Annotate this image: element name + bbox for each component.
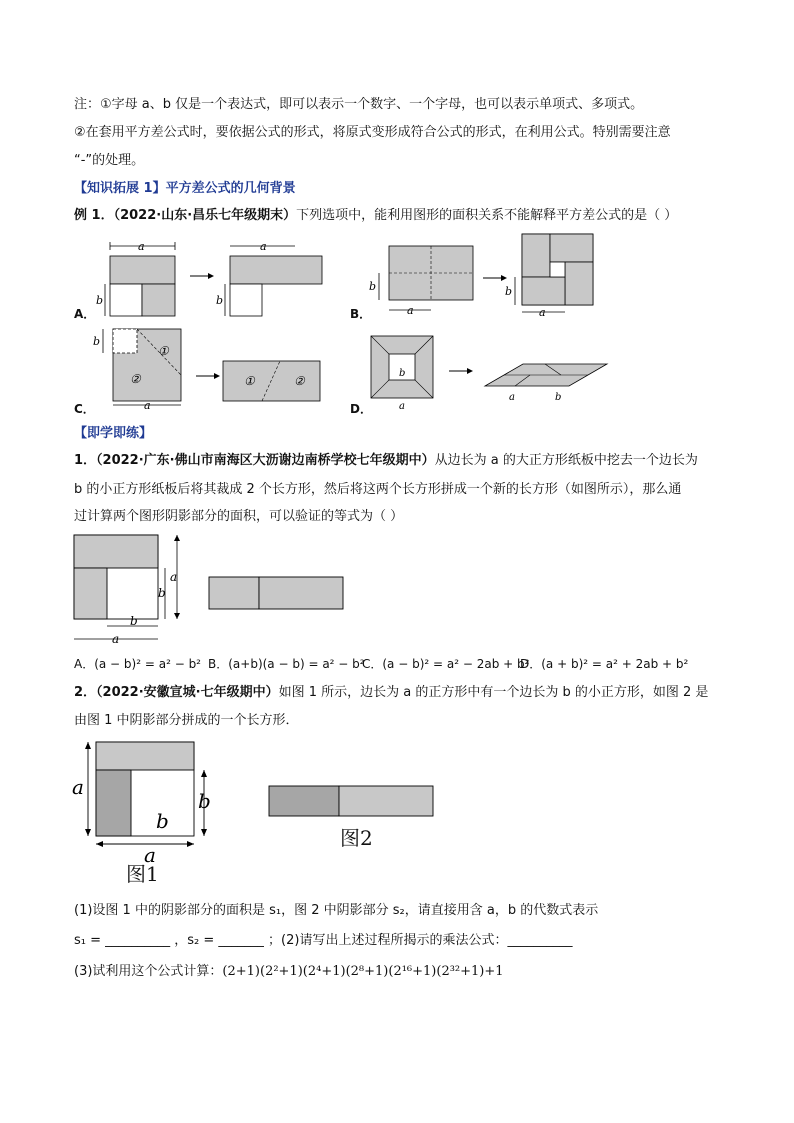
option-a-label: A．: [74, 307, 96, 321]
q1-line-3: 过计算两个图形阴影部分的面积，可以验证的等式为（ ）: [74, 509, 404, 524]
q2-number: 2．: [74, 685, 97, 700]
option-c-label: C．: [74, 402, 95, 416]
fig-a-label-b: b: [96, 294, 104, 307]
q1-fig-label-a-side: a: [170, 570, 178, 584]
q2-part-1: (1)设图 1 中的阴影部分的面积是 s₁，图 2 中阴影部分 s₂，请直接用含 a，b 的代数式表示: [74, 903, 599, 918]
q1-option-d: D．(a + b)² = a² + 2ab + b²: [520, 657, 689, 671]
fig-b2-label-a: a: [539, 306, 546, 319]
option-b-figure: [365, 232, 605, 322]
fig-b-label-a: a: [407, 304, 414, 317]
q2-part-3: [74, 963, 504, 981]
q2-fig2-caption: 图2: [340, 826, 373, 850]
q1-source: （2022·广东·佛山市南海区大沥谢边南桥学校七年级期中）: [96, 453, 435, 468]
option-d-figure: [365, 334, 615, 414]
example1-text: 下列选项中，能利用图形的面积关系不能解释平方差公式的是（ ）: [296, 208, 678, 223]
q1-fig-label-b-bottom: b: [130, 614, 138, 628]
fig-c-label-b: b: [93, 335, 101, 348]
fig-d-label-a: a: [399, 401, 405, 412]
fig-c-label-a: a: [144, 399, 151, 412]
q2-source: （2022·安徽宣城·七年级期中）: [96, 685, 279, 700]
example1-question: [74, 207, 677, 225]
extension-heading-title: 平方差公式的几何背景: [165, 181, 296, 196]
q2-line-1: [74, 684, 708, 702]
q2-part-3-expression: (2+1)(2²+1)(2⁴+1)(2⁸+1)(2¹⁶+1)(2³²+1)+1: [222, 964, 504, 979]
q1-figure: [74, 535, 364, 647]
example1-source: （2022·山东·昌乐七年级期末）: [113, 208, 297, 223]
fig-a-label-a: a: [138, 240, 145, 253]
q1-number: 1．: [74, 453, 97, 468]
q1-line-1: [74, 452, 698, 470]
q1-text: 从边长为 a 的大正方形纸板中挖去一个边长为: [434, 453, 698, 468]
note-line-2: ②在套用平方差公式时，要依据公式的形式，将原式变形成符合公式的形式，在利用公式。特别需要注意: [74, 125, 671, 140]
fig-d2-label-b: b: [555, 392, 562, 403]
option-d-label: D．: [350, 402, 372, 416]
q2-fig1-label-a-bottom: a: [144, 843, 156, 867]
q1-option-b: B．(a+b)(a − b) = a² − b²: [208, 657, 365, 671]
fig-d-label-b: b: [399, 368, 406, 379]
q2-text: 如图 1 所示，边长为 a 的正方形中有一个边长为 b 的小正方形，如图 2 是: [278, 685, 709, 700]
q2-fig1-label-b-side: b: [198, 789, 211, 813]
q2-part-1-blanks: s₁ = __________ ，s₂ = _______ ；(2)请写出上述过程所揭示的乘法公式：__________: [74, 933, 573, 948]
note-line-3: “-”的处理。: [74, 153, 145, 168]
q1-line-2: b 的小正方形纸板后将其裁成 2 个长方形，然后将这两个长方形拼成一个新的长方形（如图所示），那么通: [74, 482, 682, 497]
option-c-figure: [88, 325, 338, 415]
extension-heading-bracket: 【知识拓展 1】: [74, 181, 166, 196]
fig-c-label-2: ②: [130, 372, 141, 386]
q1-option-c: C．(a − b)² = a² − 2ab + b²: [362, 657, 530, 671]
q1-fig-label-a-bottom: a: [112, 632, 120, 646]
option-a-figure: [90, 236, 330, 321]
option-b-label: B．: [350, 307, 372, 321]
q1-option-a: A．(a − b)² = a² − b²: [74, 657, 201, 671]
q2-fig1-label-a-side: a: [72, 775, 84, 799]
q1-fig-label-b-side: b: [158, 586, 166, 600]
q2-fig1-caption: 图1: [126, 862, 159, 886]
note-line-1: 注：①字母 a、b 仅是一个表达式，即可以表示一个数字、一个字母，也可以表示单项式、多项式。: [74, 97, 644, 112]
fig-b-label-b: b: [369, 280, 377, 293]
q2-part-3-label: (3)试利用这个公式计算：: [74, 964, 223, 979]
fig-c2-label-1: ①: [244, 374, 255, 388]
q2-line-2: 由图 1 中阴影部分拼成的一个长方形．: [74, 713, 299, 728]
fig-c-label-1: ①: [158, 344, 169, 358]
extension-heading: [74, 180, 296, 198]
practice-heading: 【即学即练】: [74, 426, 153, 441]
fig-a2-label-a: a: [260, 240, 267, 253]
fig-d2-label-a: a: [509, 392, 515, 403]
fig-b2-label-b: b: [505, 285, 513, 298]
fig-a2-label-b: b: [216, 294, 224, 307]
fig-c2-label-2: ②: [294, 374, 305, 388]
q2-fig1-label-b-inside: b: [156, 809, 169, 833]
example1-label: 例 1．: [74, 208, 114, 223]
